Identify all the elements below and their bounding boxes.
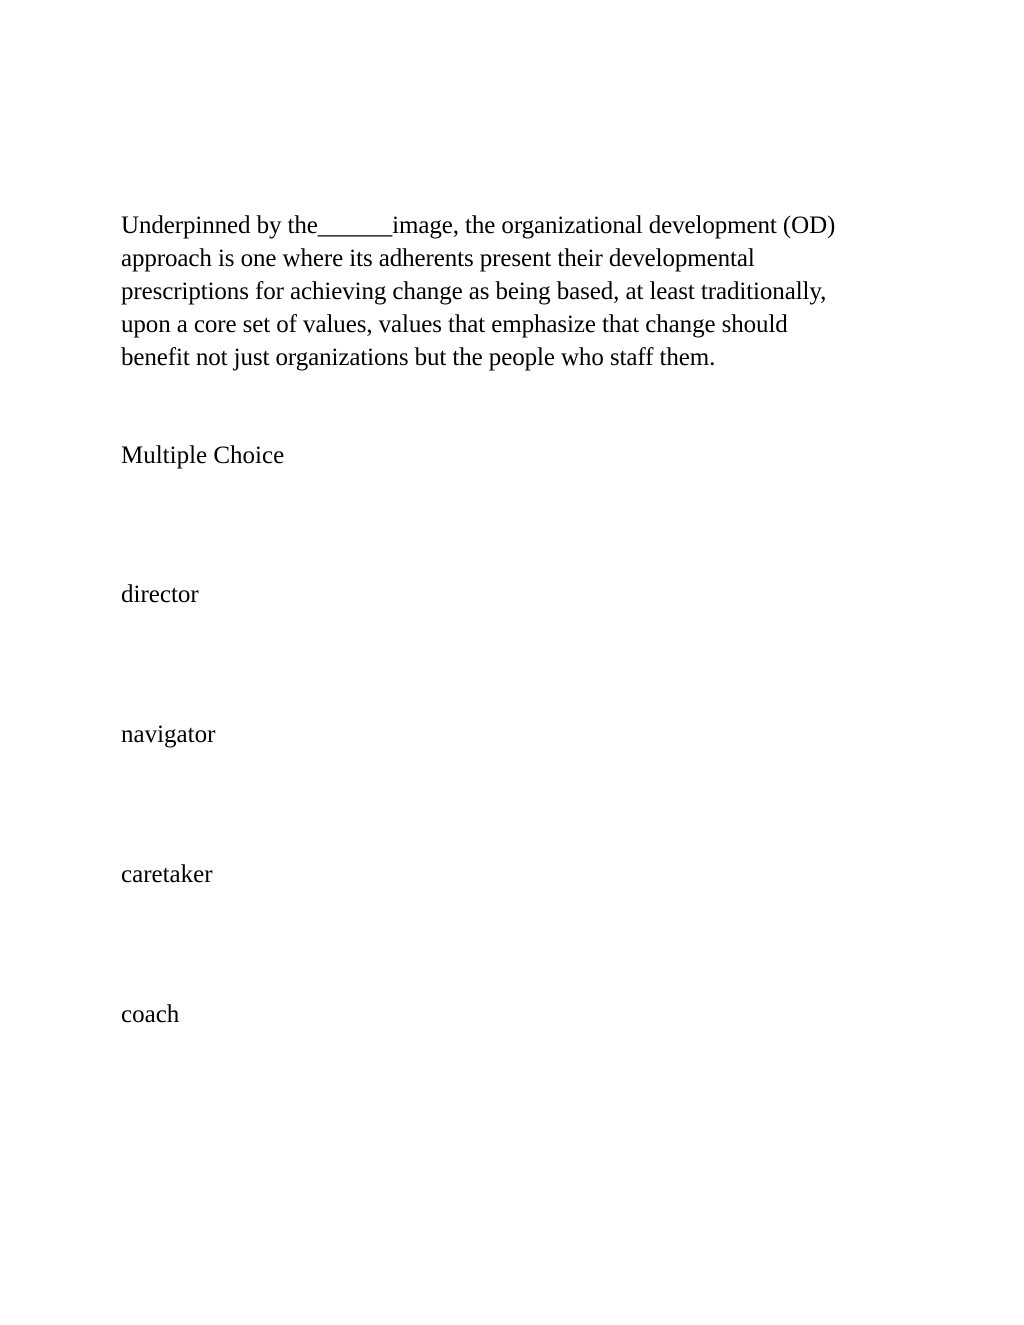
answer-option-coach[interactable]: coach — [121, 1001, 180, 1028]
question-line: Underpinned by the______image, the organizational development (OD) — [121, 212, 836, 239]
answer-option-navigator[interactable]: navigator — [121, 721, 216, 748]
question-line: benefit not just organizations but the people who staff them. — [121, 344, 716, 371]
answer-option-director[interactable]: director — [121, 581, 199, 608]
question-line: upon a core set of values, values that emphasize that change should — [121, 311, 788, 338]
answer-option-caretaker[interactable]: caretaker — [121, 861, 213, 888]
question-line: approach is one where its adherents present their developmental — [121, 245, 755, 272]
question-text — [121, 209, 911, 374]
question-type-label: Multiple Choice — [121, 442, 285, 469]
question-line: prescriptions for achieving change as being based, at least traditionally, — [121, 278, 827, 305]
